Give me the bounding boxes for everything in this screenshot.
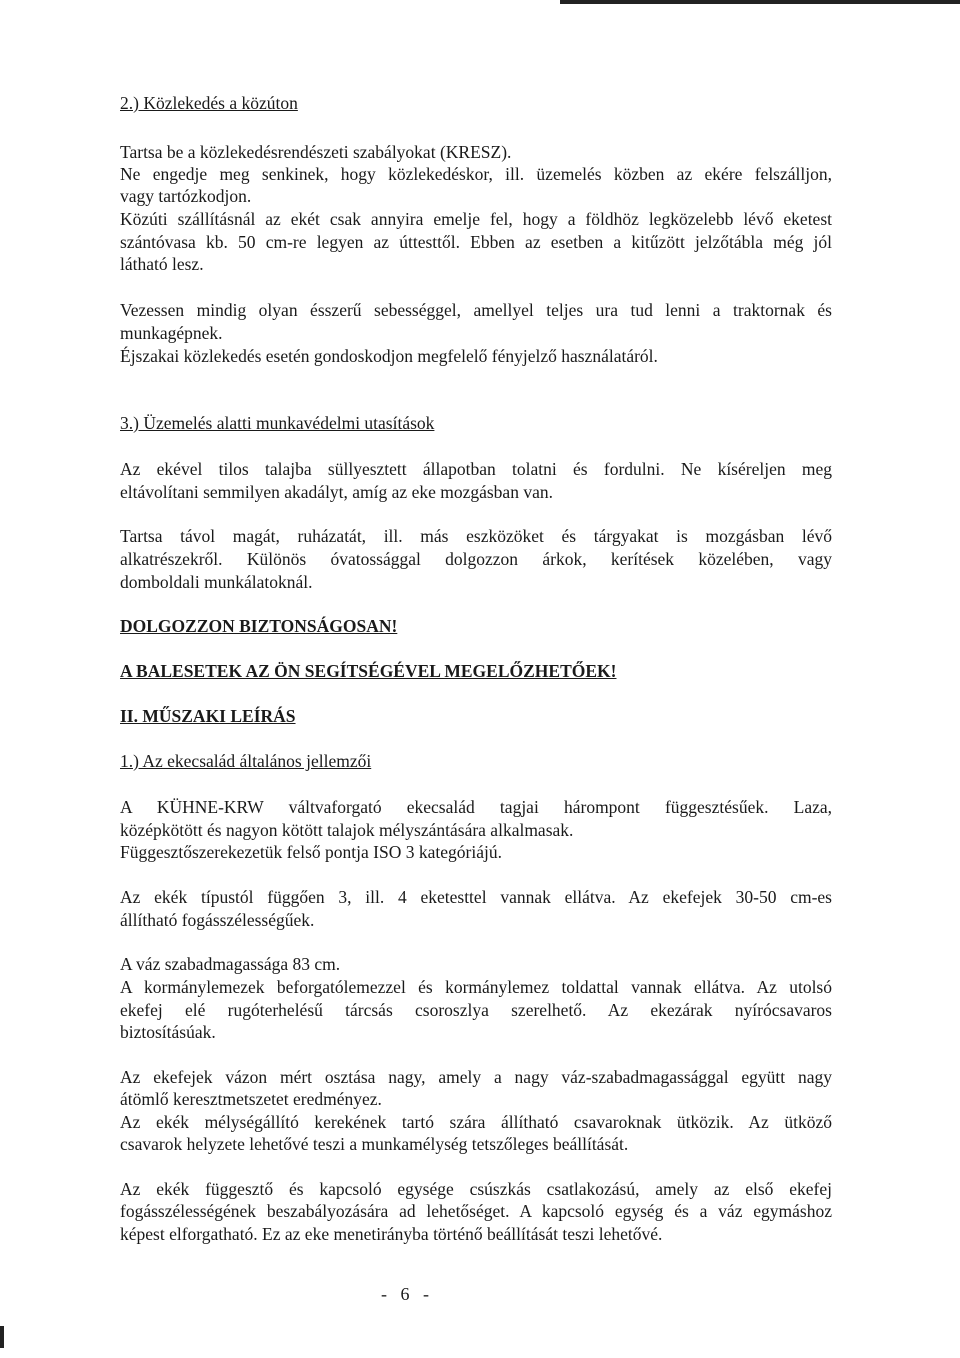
paragraph-line: középkötött és nagyon kötött talajok mélyszántására alkalmasak.: [120, 820, 574, 840]
part-2-heading: II. MŰSZAKI LEÍRÁS: [120, 706, 296, 726]
paragraph-line: Az ekefejek vázon mért osztása nagy, amely a nagy váz-szabadmagassággal együtt nagy: [120, 1067, 832, 1087]
paragraph-line: Közúti szállításnál az ekét csak annyira emelje fel, hogy a földhöz legközelebb lévő eketest: [120, 209, 832, 229]
paragraph-line: A váz szabadmagassága 83 cm.: [120, 954, 341, 974]
paragraph-line: Az ekék mélységállító kerekének tartó szára állítható csavaroknak ütközik. Az ütköző: [120, 1112, 832, 1132]
paragraph-line: Éjszakai közlekedés esetén gondoskodjon megfelelő fényjelző használatáról.: [120, 346, 658, 366]
paragraph-line: alkatrészekről. Különös óvatossággal dolgozzon árkok, kerítések közelében, vagy: [120, 549, 832, 569]
paragraph-line: Tartsa be a közlekedésrendészeti szabályokat (KRESZ).: [120, 142, 512, 162]
paragraph-line: csavarok helyzete lehetővé teszi a munkamélység tetszőleges beállítását.: [120, 1134, 629, 1154]
paragraph-line: látható lesz.: [120, 254, 204, 274]
paragraph-line: Tartsa távol magát, ruházatát, ill. más eszközöket és tárgyakat is mozgásban lévő: [120, 526, 832, 546]
paragraph-line: Függesztőszerekezetük felső pontja ISO 3 kategóriájú.: [120, 842, 502, 862]
paragraph-line: szántóvasa kb. 50 cm-re legyen az úttesttől. Ebben az esetben a kitűzött jelzőtábla még jól: [120, 232, 832, 252]
section-3-heading: 3.) Üzemelés alatti munkavédelmi utasítások: [120, 413, 435, 433]
paragraph-line: Az ekék függesztő és kapcsoló egysége csúszkás csatlakozású, amely az első ekefej: [120, 1179, 832, 1199]
section-2-heading: 2.) Közlekedés a közúton: [120, 93, 298, 113]
paragraph-line: állítható fogásszélességűek.: [120, 910, 315, 930]
paragraph-line: munkagépnek.: [120, 323, 223, 343]
paragraph-line: Az ekével tilos talajba süllyesztett állapotban tolatni és fordulni. Ne kíséreljen meg: [120, 459, 832, 479]
paragraph-line: eltávolítani semmilyen akadályt, amíg az eke mozgásban van.: [120, 482, 553, 502]
safety-warning: DOLGOZZON BIZTONSÁGOSAN!: [120, 616, 398, 636]
paragraph-line: Ne engedje meg senkinek, hogy közlekedéskor, ill. üzemelés közben az ekére felszálljon,: [120, 164, 832, 184]
accident-warning: A BALESETEK AZ ÖN SEGÍTSÉGÉVEL MEGELŐZHETŐEK!: [120, 661, 617, 681]
paragraph-line: A kormánylemezek beforgatólemezzel és kormánylemez toldattal vannak ellátva. Az utolsó: [120, 977, 832, 997]
paragraph-line: átömlő keresztmetszetet eredményez.: [120, 1089, 382, 1109]
paragraph-line: képest elforgatható. Ez az eke menetirányba történő beállítását teszi lehetővé.: [120, 1224, 663, 1244]
paragraph-line: ekefej elé rugóterhelésű tárcsás csoroszlya szerelhető. Az ekezárak nyírócsavaros: [120, 1000, 832, 1020]
paragraph-line: fogásszélességének beszabályozására ad lehetőséget. A kapcsoló egység és a váz egymáshoz: [120, 1201, 832, 1221]
paragraph-line: Vezessen mindig olyan ésszerű sebességgel, amellyel teljes ura tud lenni a traktornak és: [120, 300, 832, 320]
paragraph-line: domboldali munkálatoknál.: [120, 572, 313, 592]
subsection-heading: 1.) Az ekecsalád általános jellemzői: [120, 751, 372, 771]
paragraph-line: vagy tartózkodjon.: [120, 186, 252, 206]
scan-speck: [0, 1326, 4, 1348]
paragraph-line: Az ekék típustól függően 3, ill. 4 eketesttel vannak ellátva. Az ekefejek 30-50 cm-es: [120, 887, 832, 907]
page-number: - 6 -: [381, 1284, 429, 1304]
paragraph-line: biztosításúak.: [120, 1022, 216, 1042]
paragraph-line: A KÜHNE-KRW váltvaforgató ekecsalád tagjai hárompont függesztésűek. Laza,: [120, 797, 832, 817]
scan-edge-line: [560, 0, 960, 4]
